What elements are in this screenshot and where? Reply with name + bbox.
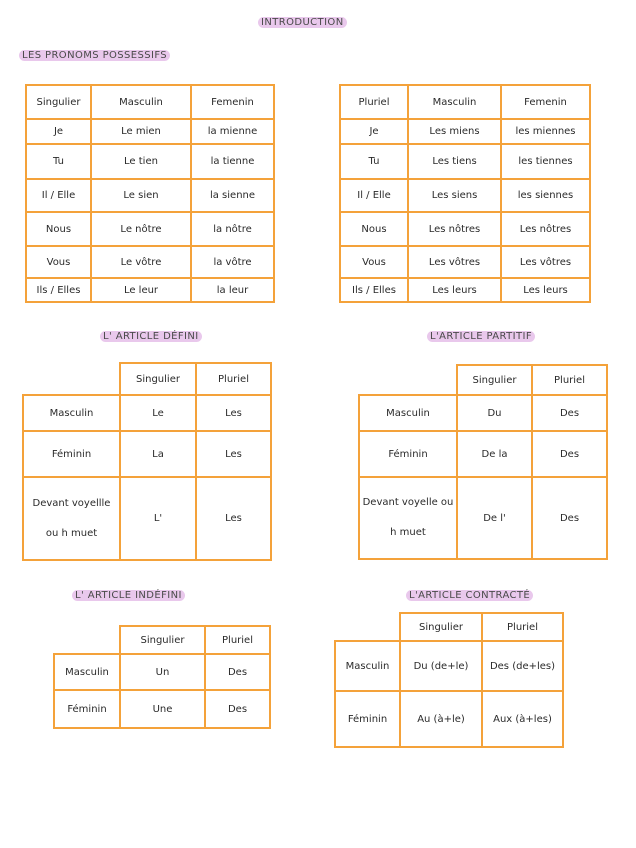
table-cell: De la (457, 431, 532, 477)
row-label-cell: Féminin (335, 691, 400, 747)
header-cell: Pluriel (205, 626, 270, 654)
pronoun-cell: Je (340, 119, 408, 144)
table-cell: Du (de+le) (400, 641, 482, 691)
pronoun-cell: Il / Elle (26, 179, 91, 212)
header-cell: Pluriel (340, 85, 408, 119)
table-cell: De l' (457, 477, 532, 559)
table-possessifs-pluriel (339, 84, 591, 303)
table-cell: Les leurs (408, 278, 501, 302)
heading-indefini: L' ARTICLE INDÉFINI (72, 590, 185, 601)
table-cell: les siennes (501, 179, 590, 212)
row-label-cell: Masculin (54, 654, 120, 690)
header-cell: Pluriel (482, 613, 563, 641)
table-cell: Les miens (408, 119, 501, 144)
table-cell: Les leurs (501, 278, 590, 302)
header-cell: Femenin (501, 85, 590, 119)
table-cell: Une (120, 690, 205, 728)
table-cell: Les (196, 395, 271, 431)
empty-corner-cell (335, 613, 400, 641)
table-cell: Les tiens (408, 144, 501, 179)
row-label-cell: Féminin (359, 431, 457, 477)
table-cell: Le vôtre (91, 246, 191, 278)
heading-possessifs: LES PRONOMS POSSESSIFS (19, 50, 170, 61)
pronoun-cell: Nous (340, 212, 408, 246)
table-cell: la sienne (191, 179, 274, 212)
header-cell: Masculin (408, 85, 501, 119)
heading-contracte: L'ARTICLE CONTRACTÉ (406, 590, 533, 601)
table-cell: les tiennes (501, 144, 590, 179)
table-cell: La (120, 431, 196, 477)
heading-defini: L' ARTICLE DÉFINI (100, 331, 202, 342)
table-cell: Le (120, 395, 196, 431)
header-cell: Femenin (191, 85, 274, 119)
header-cell: Singulier (120, 363, 196, 395)
row-label-cell: Féminin (23, 431, 120, 477)
table-cell: la mienne (191, 119, 274, 144)
header-cell: Singulier (26, 85, 91, 119)
header-cell: Singulier (457, 365, 532, 395)
table-cell: Les (196, 477, 271, 560)
table-article-contracte (334, 612, 564, 748)
table-cell: Des (205, 690, 270, 728)
table-cell: Les siens (408, 179, 501, 212)
pronoun-cell: Je (26, 119, 91, 144)
table-cell: Le nôtre (91, 212, 191, 246)
table-cell: Le tien (91, 144, 191, 179)
empty-corner-cell (23, 363, 120, 395)
table-cell: Au (à+le) (400, 691, 482, 747)
table-cell: Les nôtres (408, 212, 501, 246)
table-article-indefini (53, 625, 271, 729)
table-cell: Le sien (91, 179, 191, 212)
table-article-defini (22, 362, 272, 561)
header-cell: Pluriel (532, 365, 607, 395)
pronoun-cell: Ils / Elles (340, 278, 408, 302)
table-cell: la vôtre (191, 246, 274, 278)
table-cell: Un (120, 654, 205, 690)
page-title: INTRODUCTION (258, 17, 347, 28)
pronoun-cell: Ils / Elles (26, 278, 91, 302)
table-cell: la leur (191, 278, 274, 302)
table-cell: la tienne (191, 144, 274, 179)
row-label-cell: Masculin (359, 395, 457, 431)
table-cell: Le leur (91, 278, 191, 302)
table-cell: Les vôtres (408, 246, 501, 278)
table-cell: Des (de+les) (482, 641, 563, 691)
empty-corner-cell (54, 626, 120, 654)
table-cell: les miennes (501, 119, 590, 144)
table-cell: Les vôtres (501, 246, 590, 278)
pronoun-cell: Tu (340, 144, 408, 179)
table-article-partitif (358, 364, 608, 560)
pronoun-cell: Il / Elle (340, 179, 408, 212)
row-label-cell: Masculin (335, 641, 400, 691)
table-cell: Les (196, 431, 271, 477)
table-cell: Les nôtres (501, 212, 590, 246)
header-cell: Singulier (400, 613, 482, 641)
pronoun-cell: Nous (26, 212, 91, 246)
row-label-cell: Féminin (54, 690, 120, 728)
table-cell: Le mien (91, 119, 191, 144)
table-cell: L' (120, 477, 196, 560)
heading-partitif: L'ARTICLE PARTITIF (427, 331, 535, 342)
table-cell: Des (532, 431, 607, 477)
pronoun-cell: Vous (26, 246, 91, 278)
table-cell: Des (205, 654, 270, 690)
table-cell: Aux (à+les) (482, 691, 563, 747)
table-cell: Des (532, 395, 607, 431)
table-possessifs-singulier (25, 84, 275, 303)
table-cell: Des (532, 477, 607, 559)
empty-corner-cell (359, 365, 457, 395)
table-cell: la nôtre (191, 212, 274, 246)
row-label-cell: Devant voyelle ou h muet (359, 477, 457, 559)
header-cell: Singulier (120, 626, 205, 654)
row-label-cell: Masculin (23, 395, 120, 431)
pronoun-cell: Vous (340, 246, 408, 278)
row-label-cell: Devant voyellle ou h muet (23, 477, 120, 560)
header-cell: Pluriel (196, 363, 271, 395)
header-cell: Masculin (91, 85, 191, 119)
table-cell: Du (457, 395, 532, 431)
pronoun-cell: Tu (26, 144, 91, 179)
